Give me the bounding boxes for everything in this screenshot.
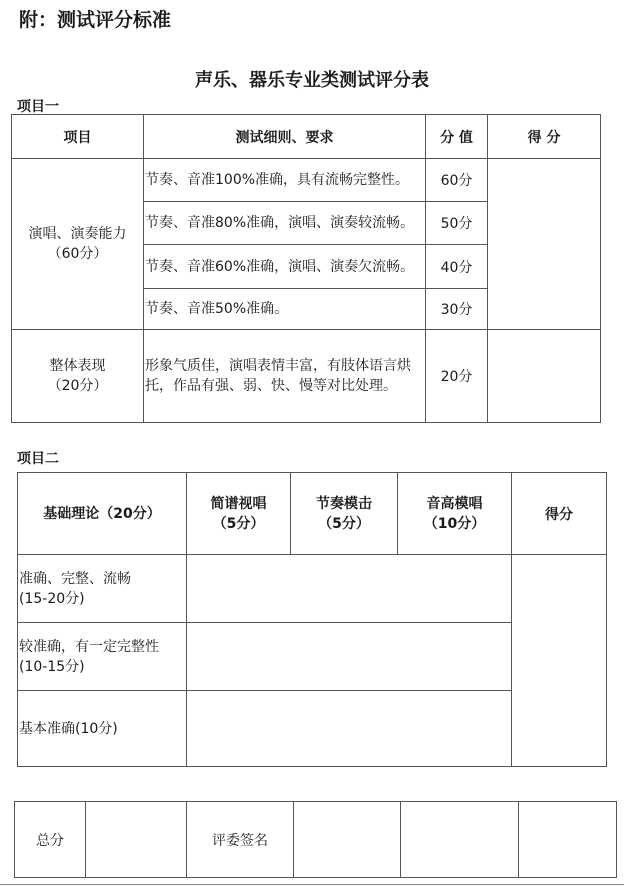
group2-name: 整体表现 xyxy=(49,358,106,374)
judge-signature-cell xyxy=(401,802,519,878)
group1-points: （60分） xyxy=(47,246,108,262)
group1-result-cell xyxy=(488,159,601,330)
section2-label: 项目二 xyxy=(17,451,59,467)
header-theory xyxy=(18,473,187,555)
theory-level-label: 基本准确(10分) xyxy=(19,720,118,737)
theory-level-label: 较准确，有一定完整性 xyxy=(19,638,159,655)
header-sight-singing-points: （5分） xyxy=(212,515,265,532)
group1-score-row: 40分 xyxy=(426,245,488,289)
theory-level-label: 准确、完整、流畅 xyxy=(19,570,131,587)
judge-signature-cell xyxy=(519,802,617,878)
group2-result-cell xyxy=(488,330,601,423)
theory-score-cell xyxy=(187,691,512,767)
header-pitch-label: 音高模唱 xyxy=(426,495,483,512)
header-requirements: 测试细则、要求 xyxy=(144,115,426,159)
group1-name-cell xyxy=(12,159,144,330)
theory-level-points: (10-15分) xyxy=(19,658,85,675)
theory-level-row xyxy=(18,691,187,767)
theory-level-row xyxy=(18,555,187,623)
header-sight-singing-label: 简谱视唱 xyxy=(210,495,267,512)
judge-label: 评委签名 xyxy=(187,802,294,878)
group1-score-row: 60分 xyxy=(426,159,488,202)
section2-table xyxy=(17,472,607,767)
section2-result-cell xyxy=(512,555,607,767)
header-result: 得分 xyxy=(512,473,607,555)
header-rhythm-points: （5分） xyxy=(318,515,370,532)
header-theory-label: 基础理论（20分） xyxy=(43,505,161,522)
header-item: 项目 xyxy=(12,115,144,159)
total-label: 总分 xyxy=(15,802,86,878)
table-title: 声乐、器乐专业类测试评分表 xyxy=(195,70,429,91)
header-score: 得 分 xyxy=(488,115,601,159)
group2-score: 20分 xyxy=(426,330,488,423)
header-sight-singing xyxy=(187,473,291,555)
header-score-value: 分 值 xyxy=(426,115,488,159)
theory-level-row xyxy=(18,623,187,691)
group1-desc-row: 节奏、音准60%准确，演唱、演奏欠流畅。 xyxy=(144,245,426,289)
theory-score-cell xyxy=(187,555,512,623)
section1-label: 项目一 xyxy=(17,99,59,115)
summary-table xyxy=(14,801,617,878)
group1-desc-row: 节奏、音准80%准确，演唱、演奏较流畅。 xyxy=(144,202,426,245)
total-value-cell xyxy=(86,802,187,878)
group2-desc: 形象气质佳，演唱表情丰富，有肢体语言烘托，作品有强、弱、快、慢等对比处理。 xyxy=(144,330,426,423)
theory-level-points: (15-20分) xyxy=(19,590,85,607)
group1-desc-row: 节奏、音准100%准确，具有流畅完整性。 xyxy=(144,159,426,202)
group1-score-row: 30分 xyxy=(426,289,488,330)
header-pitch xyxy=(398,473,512,555)
header-pitch-points: （10分） xyxy=(423,515,486,532)
group2-name-cell xyxy=(12,330,144,423)
header-rhythm-label: 节奏模击 xyxy=(316,495,372,512)
section1-table xyxy=(11,114,601,423)
group1-score-row: 50分 xyxy=(426,202,488,245)
theory-score-cell xyxy=(187,623,512,691)
group1-desc-row: 节奏、音准50%准确。 xyxy=(144,289,426,330)
header-rhythm xyxy=(291,473,398,555)
group2-points: （20分） xyxy=(47,378,108,394)
bottom-divider xyxy=(0,884,624,885)
page-heading: 附：测试评分标准 xyxy=(19,9,172,31)
judge-signature-cell xyxy=(294,802,401,878)
group1-name: 演唱、演奏能力 xyxy=(28,226,127,242)
